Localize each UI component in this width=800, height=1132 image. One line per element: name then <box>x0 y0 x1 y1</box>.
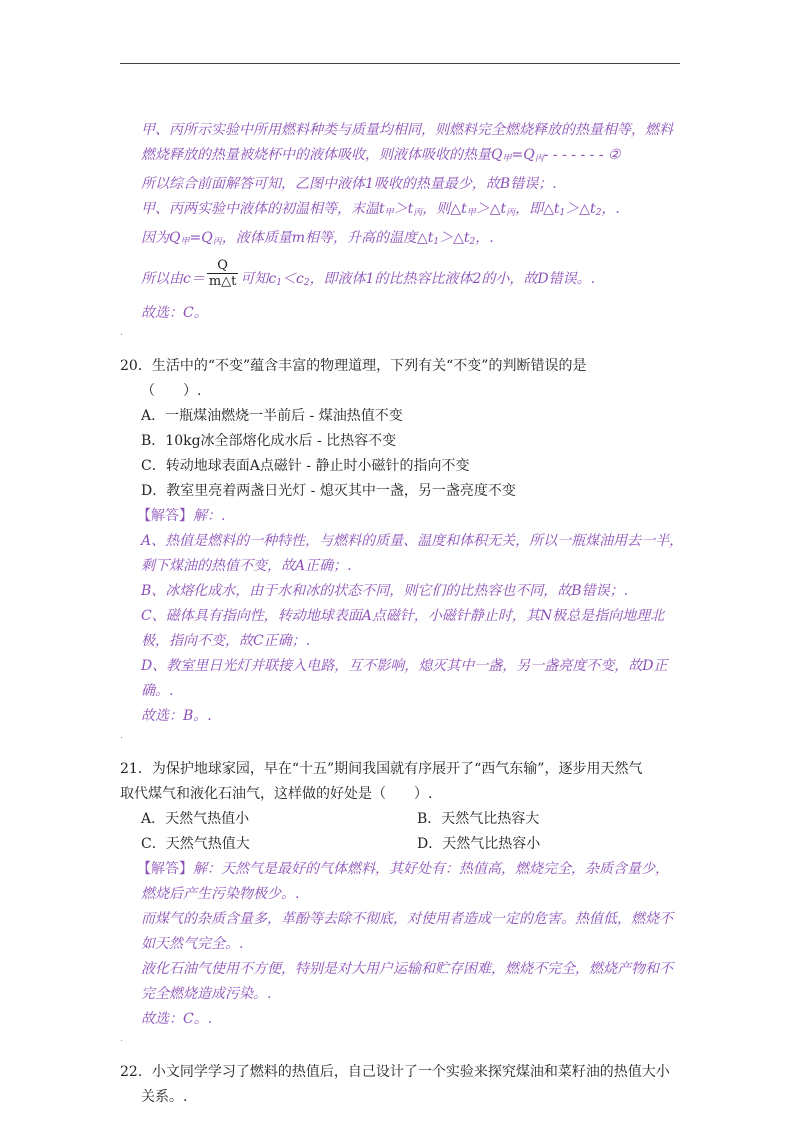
text: ＜c <box>281 271 304 287</box>
q20-solution-line-1: A、热值是燃料的一种特性，与燃料的质量、温度和体积无关，所以一瓶煤油用去一半， <box>141 533 684 549</box>
q19-answer: 故选：C。 <box>141 305 208 321</box>
spacer <box>120 1046 690 1060</box>
subscript: 甲 <box>466 208 476 218</box>
fraction-numerator: Q <box>217 257 228 273</box>
q20-stem-line-2: （ ）. <box>141 383 202 399</box>
answer-tag: 【解答】 <box>137 861 193 877</box>
q21-solution-line-5: 液化石油气使用不方便，特别是对大用户运输和贮存困难，燃烧不完全，燃烧产物和不 <box>141 961 673 977</box>
q21-option-d: D．天然气比热容小 <box>417 836 541 852</box>
q19-solution-line-5 <box>120 226 690 255</box>
q21-options-row-1 <box>120 807 690 832</box>
text: 甲、丙两实验中液体的初温相等，末温t <box>141 201 385 217</box>
subscript: 1 <box>559 208 566 218</box>
q21-solution-line-4: 如天然气完全。. <box>141 936 244 952</box>
text: ＞△t <box>439 230 470 246</box>
q21-stem-line-2: 取代煤气和液化石油气，这样做的好处是（ ）. <box>120 786 433 802</box>
subscript: 2 <box>595 208 602 218</box>
text: =Q <box>511 147 535 163</box>
q20-option-c: C．转动地球表面A点磁针 - 静止时小磁针的指向不变 <box>141 458 470 474</box>
paragraph-mark: . <box>120 327 124 338</box>
subscript: 丙 <box>534 154 544 164</box>
fraction <box>207 258 239 289</box>
q19-solution-line-2 <box>120 143 690 172</box>
text: ，. <box>601 201 620 217</box>
paragraph-mark: . <box>120 730 124 741</box>
subscript: 丙 <box>413 208 423 218</box>
subscript: 丙 <box>506 208 516 218</box>
header-rule <box>120 63 680 64</box>
text: ＞△t <box>475 201 507 217</box>
q20-solution-line-2: 剩下煤油的热值不变，故A正确；. <box>141 558 352 574</box>
q20-answer: 故选：B。. <box>141 708 212 724</box>
q19-solution-line-6 <box>120 257 690 301</box>
subscript: 甲 <box>384 208 394 218</box>
q20-solution-line-5: 极，指向不变，故C正确；. <box>141 633 311 649</box>
q21-answer: 故选：C。. <box>141 1011 213 1027</box>
text: ，液体质量m相等，升高的温度△t <box>221 230 434 246</box>
subscript: 2 <box>303 278 310 288</box>
q20-solution-line-3: B、冰熔化成水，由于水和冰的状态不同，则它们的比热容也不同，故B错误；. <box>141 583 629 599</box>
subscript: 甲 <box>180 237 190 247</box>
subscript: 2 <box>469 237 476 247</box>
q21-solution-line-3: 而煤气的杂质含量多，革酚等去除不彻底，对使用者造成一定的危害。热值低，燃烧不 <box>141 911 673 927</box>
q19-solution-line-4 <box>120 197 690 226</box>
q20-option-a: A．一瓶煤油燃烧一半前后 - 煤油热值不变 <box>141 408 403 424</box>
subscript: 1 <box>433 237 440 247</box>
text: ，即液体1的比热容比液体2的小，故D错误。. <box>309 271 596 287</box>
q20-stem-line-1: 20．生活中的“不变”蕴含丰富的物理道理，下列有关“不变”的判断错误的是 <box>120 358 587 374</box>
text: ＞△t <box>565 201 596 217</box>
q21-option-a: A．天然气热值小 <box>141 811 250 827</box>
q21-options-row-2 <box>120 832 690 857</box>
q21-option-c: C．天然气热值大 <box>141 836 250 852</box>
text: ，. <box>475 230 494 246</box>
q19-solution-line-1: 甲、丙所示实验中所用燃料种类与质量均相同，则燃料完全燃烧释放的热量相等，燃料 <box>141 122 673 138</box>
q20-solution-line-6: D、教室里日光灯并联接入电路，互不影响，熄灭其中一盏，另一盏亮度不变，故D正 <box>141 658 668 674</box>
q22-stem-line-2: 关系。. <box>141 1089 188 1105</box>
text: =Q <box>189 230 213 246</box>
q19-solution-line-3: 所以综合前面解答可知，乙图中液体1吸收的热量最少，故B错误；. <box>141 176 557 192</box>
text: ，则△t <box>422 201 467 217</box>
fraction-denominator: m△t <box>208 273 237 289</box>
q20-solution-line-7: 确。. <box>141 683 174 699</box>
q22-stem-line-1: 22．小文同学学习了燃料的热值后，自己设计了一个实验来探究煤油和菜籽油的热值大小 <box>120 1064 670 1080</box>
q21-option-b: B．天然气比热容大 <box>417 811 540 827</box>
q20-solution-line-4: C、磁体具有指向性，转动地球表面A点磁针，小磁针静止时，其N极总是指向地理北 <box>141 608 665 624</box>
q21-stem-line-1: 21．为保护地球家园，早在“十五”期间我国就有序展开了“西气东输”，逐步用天然气 <box>120 761 643 777</box>
spacer <box>120 340 690 354</box>
q21-solution-line-1 <box>120 857 690 882</box>
text: 解：天然气是最好的气体燃料，其好处有：热值高，燃烧完全，杂质含量少， <box>193 861 669 877</box>
subscript: 1 <box>276 278 282 288</box>
text: 可知c <box>240 271 277 287</box>
text: 燃烧释放的热量被烧杯中的液体吸收，则液体吸收的热量Q <box>141 147 503 163</box>
paragraph-mark: . <box>120 1033 124 1044</box>
spacer <box>120 743 690 757</box>
subscript: 丙 <box>212 237 222 247</box>
q21-solution-line-2: 燃烧后产生污染物极少。. <box>141 886 300 902</box>
document-body <box>120 118 690 1110</box>
text: ＞t <box>393 201 414 217</box>
q20-option-b: B．10kg冰全部熔化成水后 - 比热容不变 <box>141 433 397 449</box>
q20-option-d: D．教室里亮着两盏日光灯 - 熄灭其中一盏，另一盏亮度不变 <box>141 483 516 499</box>
text: 因为Q <box>141 230 181 246</box>
text: 解：. <box>193 508 226 524</box>
subscript: 甲 <box>502 154 512 164</box>
text: 所以由c＝ <box>141 271 205 287</box>
q21-solution-line-6: 完全燃烧造成污染。. <box>141 986 272 1002</box>
text: - - - - - - - ② <box>543 147 621 163</box>
q20-solution-header <box>120 504 690 529</box>
text: ，即△t <box>515 201 560 217</box>
answer-tag: 【解答】 <box>137 508 193 524</box>
